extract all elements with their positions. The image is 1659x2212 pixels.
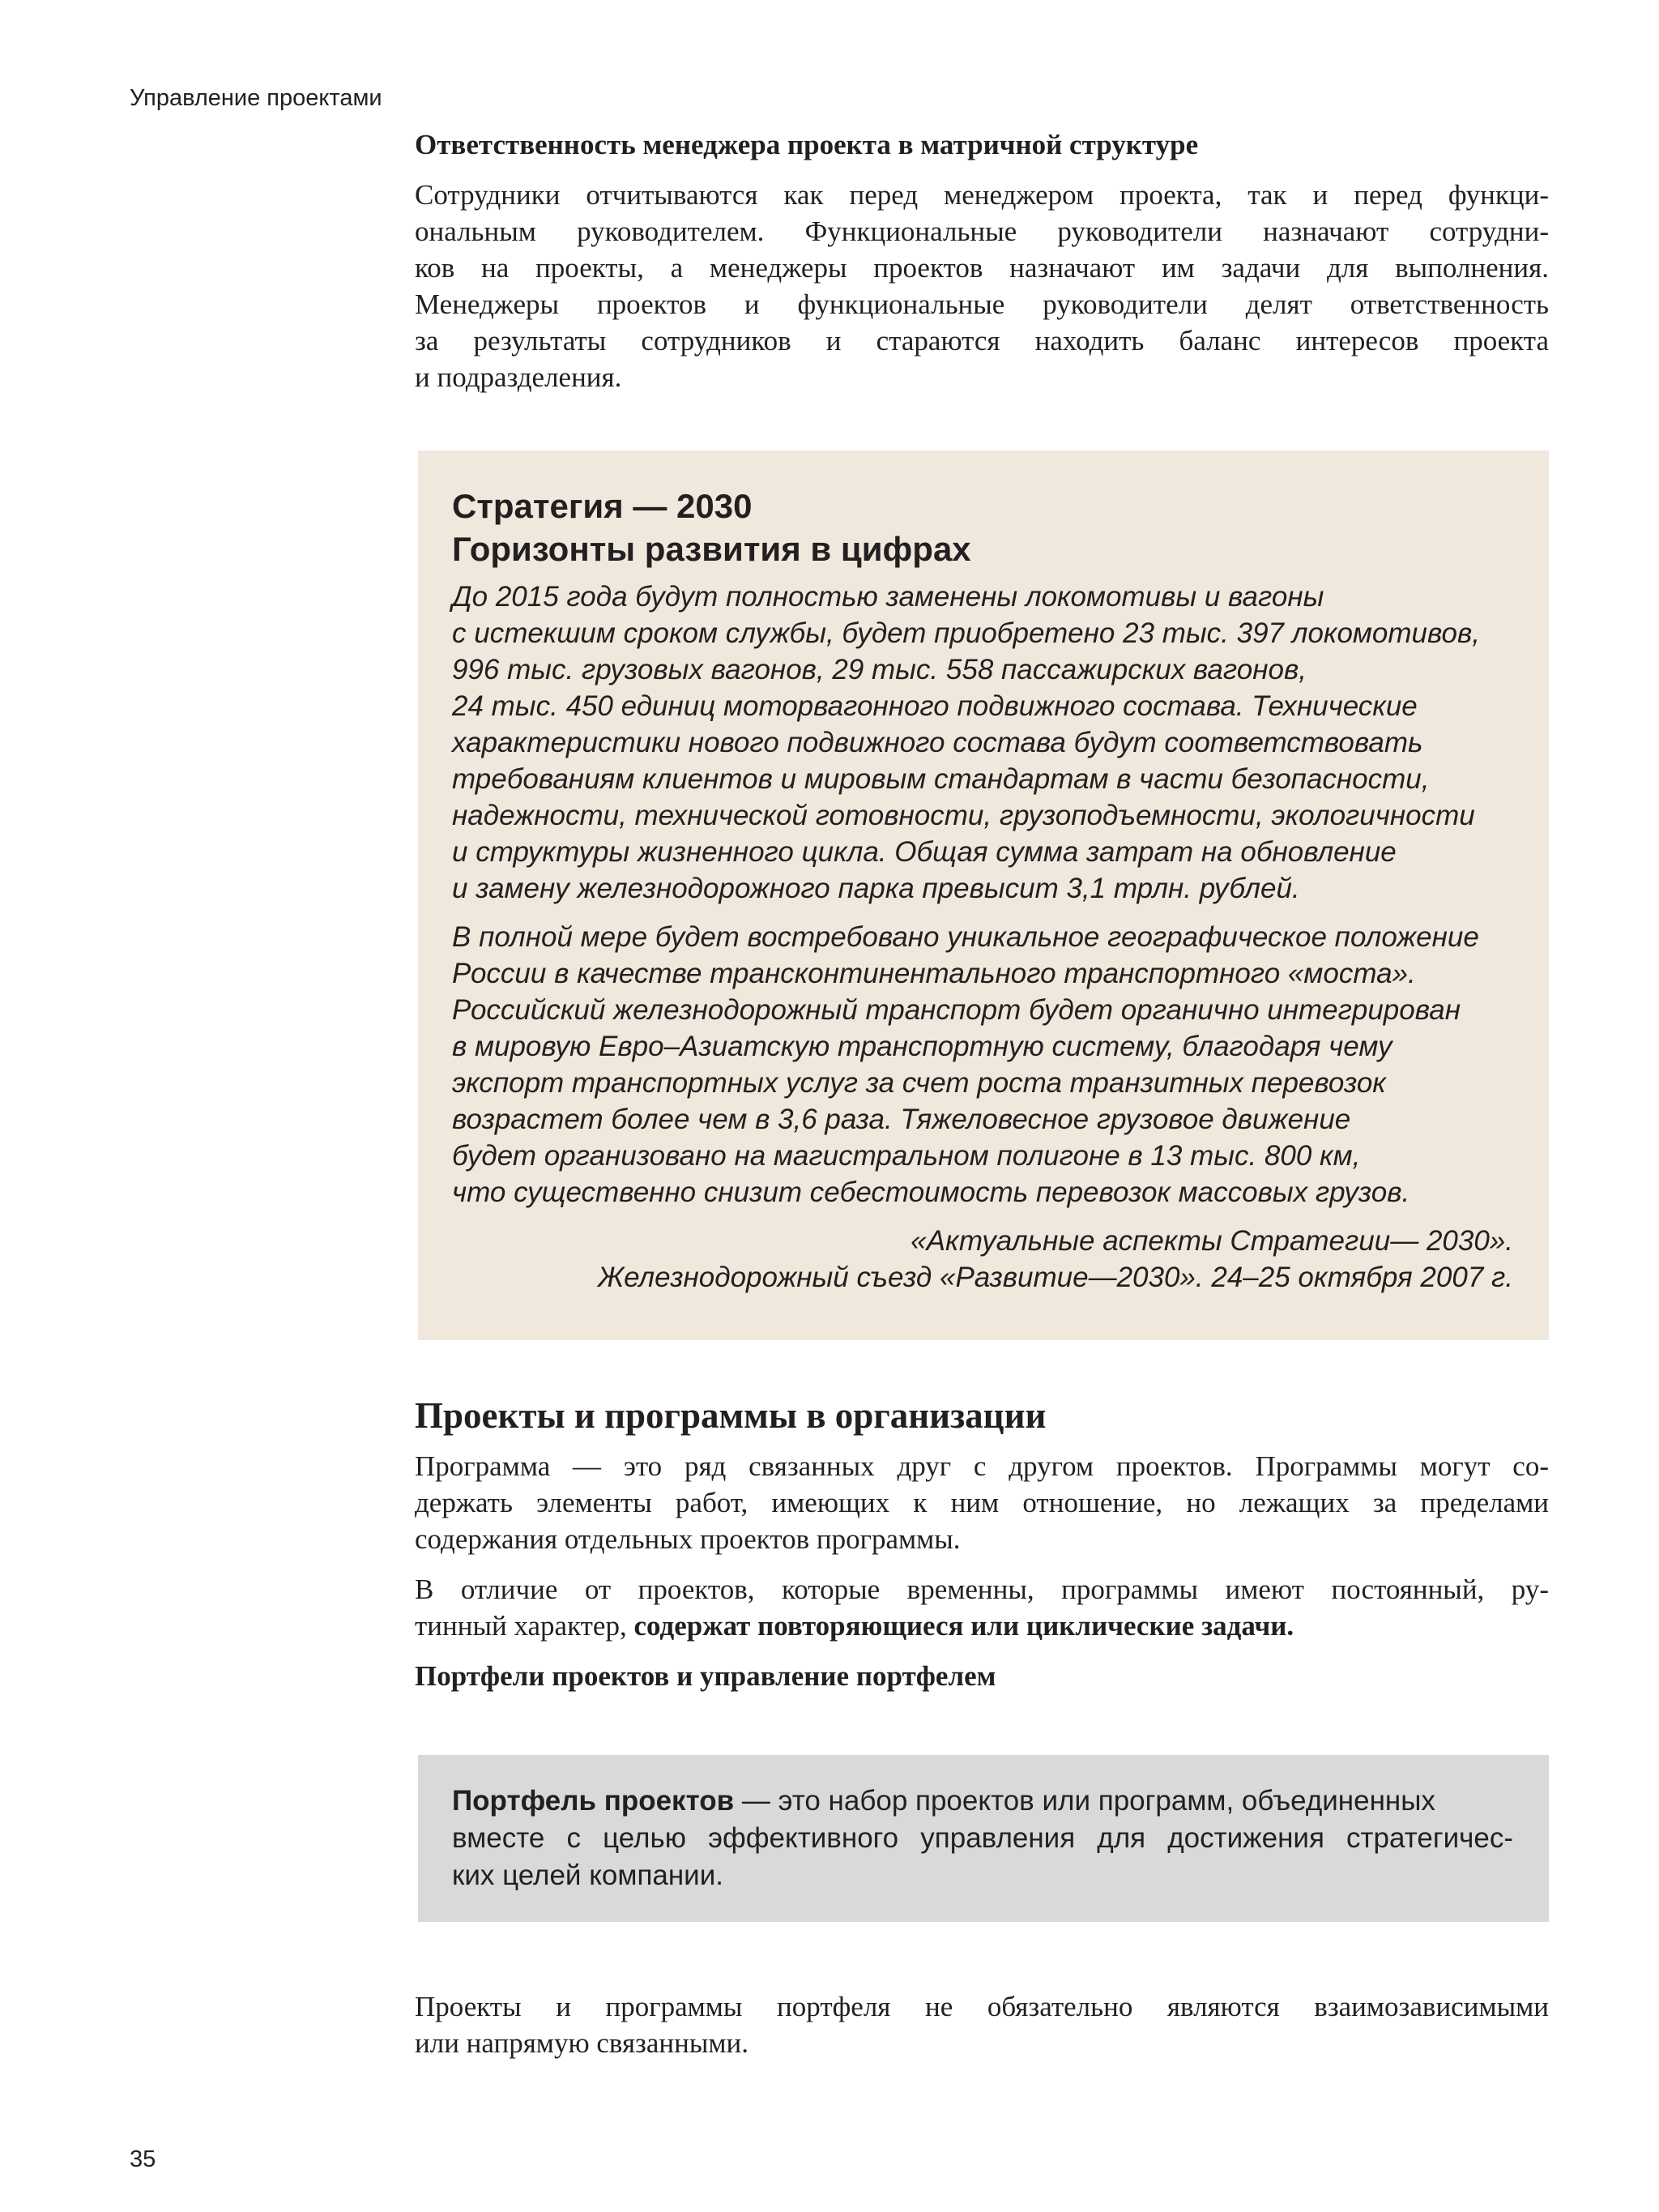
strategy-2030-box [418,451,1549,1340]
closing-paragraph [415,1988,1549,2061]
strategy-box-title-line: Стратегия — 2030 [452,487,753,525]
box-text-line: с истекшим сроком службы, будет приобретено 23 тыс. 397 локомотивов, [452,617,1480,649]
programs-paragraph-2 [415,1571,1549,1644]
paragraph-regular-text: тинный характер, [415,1610,634,1642]
portfolio-term: Портфель проектов [452,1785,735,1817]
programs-paragraph-1 [415,1448,1549,1557]
strategy-box-paragraph-1 [452,579,1513,907]
box-text-line: будет организовано на магистральном полигоне в 13 тыс. 800 км, [452,1140,1361,1172]
closing-section [415,1988,1549,2061]
paragraph-line: или напрямую связанными. [415,2027,749,2059]
page-number: 35 [130,2146,156,2172]
matrix-responsibility-subheading: Ответственность менеджера проекта в матричной структуре [415,129,1199,160]
box-text-line: что существенно снизит себестоимость перевозок массовых грузов. [452,1176,1410,1208]
paragraph-line: Менеджеры проектов и функциональные руководители делят ответственность [415,288,1549,320]
box-text-line: России в качестве трансконтинентального транспортного «моста». [452,958,1416,989]
matrix-responsibility-section [415,126,1549,395]
portfolio-definition-text [452,1783,1513,1894]
paragraph-line: Сотрудники отчитываются как перед менеджером проекта, так и перед функци- [415,179,1549,211]
box-text-line: надежности, технической готовности, грузоподъемности, экологичности [452,800,1475,831]
strategy-box-paragraph-2 [452,919,1513,1211]
definition-line: вместе с целью эффективного управления для достижения стратегичес- [452,1822,1513,1854]
programs-section [415,1394,1549,1694]
box-text-line: возрастет более чем в 3,6 раза. Тяжеловесное грузовое движение [452,1104,1351,1135]
portfolio-subheading: Портфели проектов и управление портфелем [415,1660,996,1692]
paragraph-line: Программа — это ряд связанных друг с другом проектов. Программы могут со- [415,1450,1549,1482]
paragraph-line: Проекты и программы портфеля не обязательно являются взаимозависимыми [415,1991,1549,2022]
paragraph-line: ональным руководителем. Функциональные руководители назначают сотрудни- [415,216,1549,247]
source-line: «Актуальные аспекты Стратегии— 2030». [911,1225,1513,1257]
box-text-line: экспорт транспортных услуг за счет роста транзитных перевозок [452,1067,1386,1099]
box-text-line: Российский железнодорожный транспорт будет органично интегрирован [452,994,1461,1026]
box-text-line: в мировую Евро–Азиатскую транспортную систему, благодаря чему [452,1031,1392,1062]
paragraph-line: за результаты сотрудников и стараются находить баланс интересов проекта [415,325,1549,357]
paragraph-line: содержания отдельных проектов программы. [415,1523,961,1555]
box-text-line: и замену железнодорожного парка превысит 3,1 трлн. рублей. [452,873,1300,904]
box-text-line: требованиям клиентов и мировым стандартам в части безопасности, [452,763,1430,795]
box-text-line: В полной мере будет востребовано уникальное географическое положение [452,921,1479,953]
box-text-line: характеристики нового подвижного состава будут соответствовать [452,727,1423,758]
paragraph-line: и подразделения. [415,361,622,393]
paragraph-emphasis-text: содержат повторяющиеся или циклические задачи. [633,1610,1294,1642]
definition-line [452,1783,1513,1820]
box-text-line: 24 тыс. 450 единиц моторвагонного подвижного состава. Технические [452,690,1418,722]
source-line: Железнодорожный съезд «Развитие—2030». 24–25 октября 2007 г. [598,1262,1513,1293]
portfolio-definition-part: — это набор проектов или программ, объединенных [734,1785,1435,1817]
box-text-line: 996 тыс. грузовых вагонов, 29 тыс. 558 пассажирских вагонов, [452,654,1307,685]
box-text-line: До 2015 года будут полностью заменены локомотивы и вагоны [452,581,1324,613]
portfolio-definition-box [418,1755,1549,1922]
paragraph-line: держать элементы работ, имеющих к ним отношение, но лежащих за пределами [415,1487,1549,1518]
running-header-title: Управление проектами [130,85,382,111]
programs-section-title: Проекты и программы в организации [415,1395,1047,1436]
matrix-responsibility-paragraph [415,177,1549,395]
paragraph-line: В отличие от проектов, которые временны, программы имеют постоянный, ру- [415,1574,1549,1605]
strategy-box-title [452,485,1513,570]
strategy-box-source [452,1223,1513,1296]
box-text-line: и структуры жизненного цикла. Общая сумма затрат на обновление [452,836,1397,868]
strategy-box-subtitle-line: Горизонты развития в цифрах [452,530,971,568]
paragraph-line: ков на проекты, а менеджеры проектов назначают им задачи для выполнения. [415,252,1549,284]
definition-line: ких целей компании. [452,1860,724,1891]
paragraph-line [415,1608,1549,1644]
